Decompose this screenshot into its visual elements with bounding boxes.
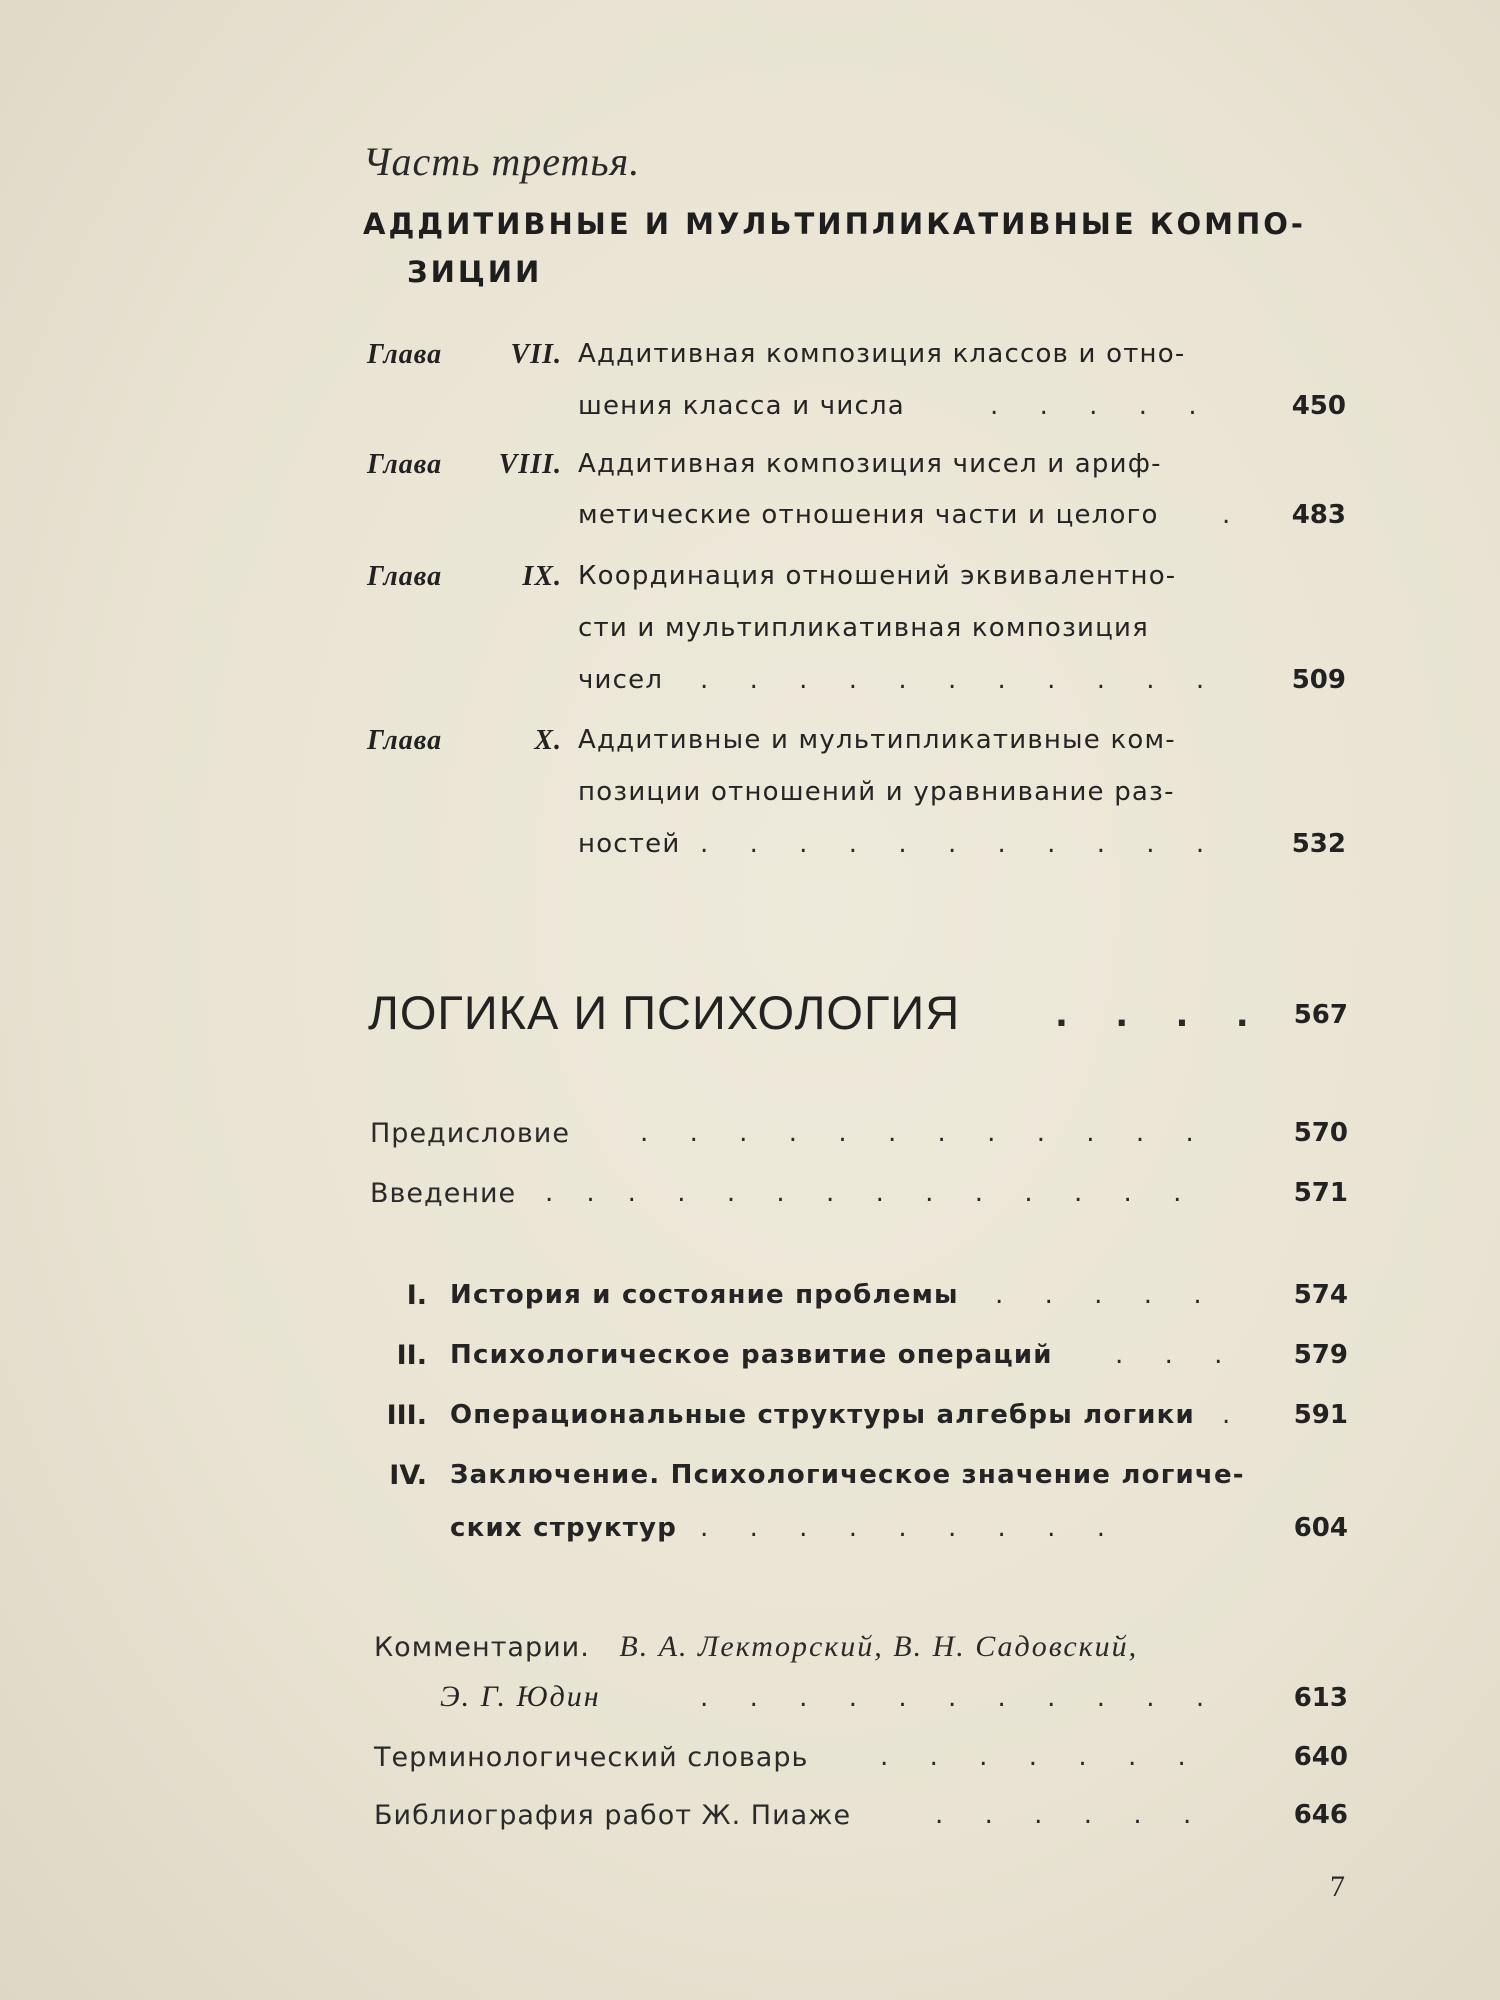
- page-number: 613: [1293, 1683, 1348, 1713]
- leader-dots: . . . . . . . . . . . .: [640, 1118, 1194, 1148]
- chapter-title-line: Координация отношений эквивалентно-: [578, 561, 1177, 591]
- chapter-title-line: Аддитивные и мультипликативные ком-: [578, 725, 1176, 755]
- section-title-line: История и состояние проблемы: [450, 1280, 959, 1310]
- leader-dots: . . . . . . . . . . .: [700, 665, 1205, 695]
- leader-dots: . . . . . . . . . . . . . .: [545, 1178, 1182, 1208]
- entry-label: Терминологический словарь: [374, 1742, 809, 1773]
- commentary-authors-continued: Э. Г. Юдин: [440, 1680, 601, 1713]
- part-title-line-1: АДДИТИВНЫЕ И МУЛЬТИПЛИКАТИВНЫЕ КОМПО-: [363, 207, 1306, 241]
- chapter-title-line: Аддитивная композиция классов и отно-: [578, 339, 1186, 369]
- part-label: Часть третья.: [363, 139, 641, 184]
- page-number: 579: [1293, 1340, 1348, 1370]
- page-number: 571: [1293, 1178, 1348, 1208]
- leader-dots: . . . . . . .: [880, 1742, 1186, 1772]
- section-number: III.: [386, 1400, 427, 1431]
- chapter-number: VIII.: [498, 449, 562, 480]
- chapter-title-line: метические отношения части и целого: [578, 500, 1159, 530]
- page-number: 604: [1293, 1513, 1348, 1543]
- page-number: 483: [1291, 500, 1346, 530]
- chapter-title-line: ностей: [578, 829, 681, 859]
- chapter-number: VII.: [510, 339, 562, 370]
- page-number: 532: [1291, 829, 1346, 859]
- part-title: [363, 200, 1353, 296]
- page-number: 646: [1293, 1800, 1348, 1830]
- chapter-title-line: чисел: [578, 665, 664, 695]
- leader-dots: . . . . . . . . . . .: [700, 1683, 1205, 1713]
- page-number: 570: [1293, 1118, 1348, 1148]
- chapter-word: Глава: [367, 449, 443, 480]
- leader-dots: . . . .: [1055, 995, 1249, 1035]
- chapter-label: [367, 561, 562, 595]
- leader-dots: . . . . . . . . . . .: [700, 829, 1205, 859]
- commentary-authors: В. А. Лекторский, В. Н. Садовский,: [619, 1630, 1139, 1663]
- page-number: 591: [1293, 1400, 1348, 1430]
- chapter-title-line: позиции отношений и уравнивание раз-: [578, 777, 1175, 807]
- leader-dots: . . . . . . . . .: [700, 1513, 1105, 1543]
- page-number: 450: [1291, 391, 1346, 421]
- leader-dots: . . . . .: [995, 1280, 1202, 1310]
- entry-label: Введение: [370, 1178, 517, 1209]
- section-number: I.: [406, 1280, 427, 1311]
- chapter-number: IX.: [522, 561, 562, 592]
- section-number: IV.: [389, 1460, 427, 1491]
- chapter-label: [367, 339, 562, 373]
- page-number: 640: [1293, 1742, 1348, 1772]
- chapter-word: Глава: [367, 561, 443, 592]
- chapter-title-line: сти и мультипликативная композиция: [578, 613, 1149, 643]
- page-folio: 7: [1330, 1870, 1345, 1903]
- chapter-word: Глава: [367, 339, 443, 370]
- leader-dots: . . . . . .: [935, 1800, 1192, 1830]
- section-heading: ЛОГИКА И ПСИХОЛОГИЯ: [368, 986, 961, 1039]
- page-number: 574: [1293, 1280, 1348, 1310]
- chapter-number: X.: [534, 725, 562, 756]
- entry-label: [374, 1630, 1138, 1664]
- leader-dots: . . . . .: [990, 391, 1197, 421]
- section-title-line: Операциональные структуры алгебры логики: [450, 1400, 1195, 1430]
- entry-label: Предисловие: [370, 1118, 570, 1149]
- section-title-line: Заключение. Психологическое значение логиче-: [450, 1460, 1245, 1490]
- chapter-label: [367, 449, 562, 483]
- entry-label: Библиография работ Ж. Пиаже: [374, 1800, 852, 1831]
- chapter-label: [367, 725, 562, 759]
- page-number: 567: [1293, 1000, 1348, 1030]
- leader-dots: . . .: [1115, 1340, 1223, 1370]
- chapter-title-line: Аддитивная композиция чисел и ариф-: [578, 449, 1162, 479]
- chapter-word: Глава: [367, 725, 443, 756]
- leader-dots: .: [1222, 500, 1231, 530]
- part-title-line-2: ЗИЦИИ: [407, 255, 543, 289]
- commentary-label: Комментарии.: [374, 1632, 590, 1663]
- section-number: II.: [396, 1340, 427, 1371]
- chapter-title-line: шения класса и числа: [578, 391, 905, 421]
- section-title-line: ских структур: [450, 1513, 678, 1543]
- page-number: 509: [1291, 665, 1346, 695]
- leader-dots: .: [1222, 1400, 1231, 1430]
- section-title-line: Психологическое развитие операций: [450, 1340, 1053, 1370]
